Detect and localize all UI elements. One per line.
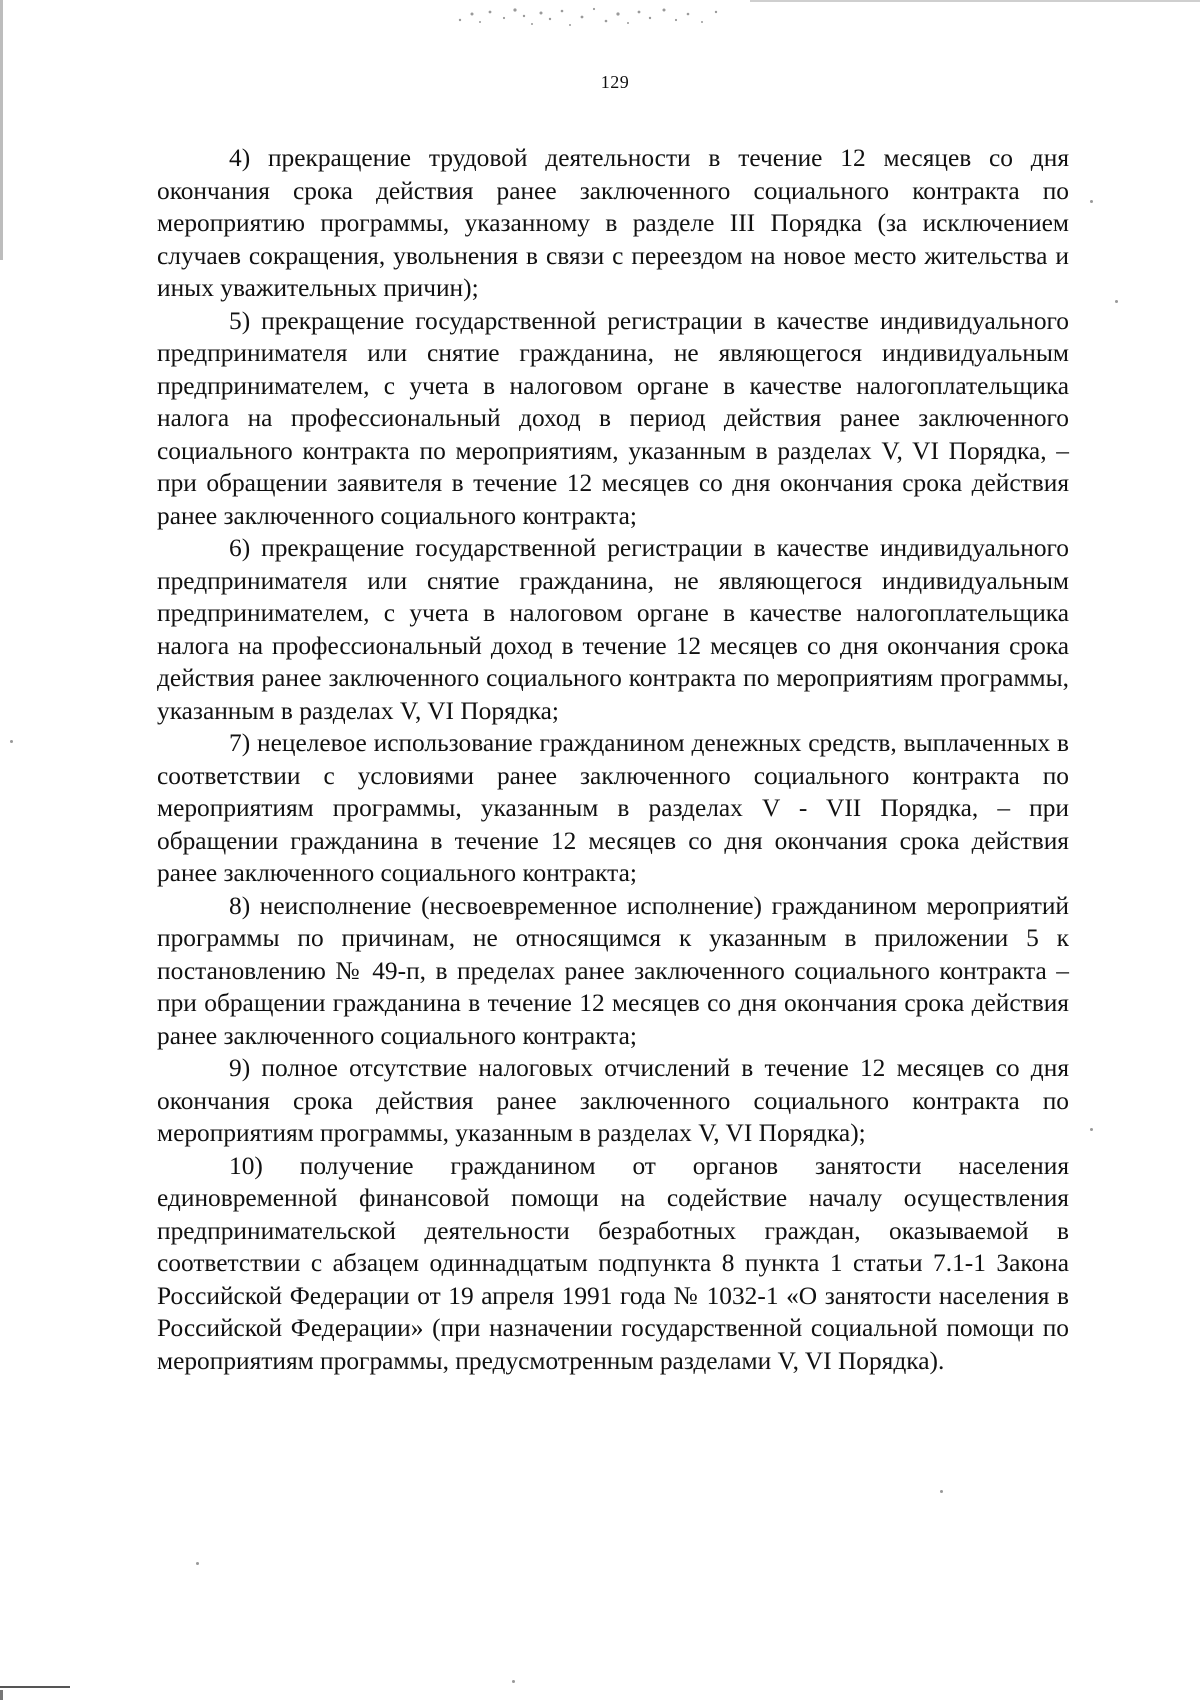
scan-noise xyxy=(420,0,750,36)
paragraph-item-5: 5) прекращение государственной регистрации в качестве индивидуального предпринимателя или снятие гражданина, не являющегося индивидуальным предпринимателем, с учета в налоговом органе в качестве налогоплательщика налога на профессиональный доход в период действия ранее заключенного социального контракта по мероприятиям, указанным в разделах V, VI Порядка, – при обращении заявителя в течение 12 месяцев со дня окончания срока действия ранее заключенного социального контракта; xyxy=(157,306,1069,530)
scan-speck xyxy=(10,740,13,743)
scan-speck xyxy=(1090,1128,1093,1131)
paragraph-item-7: 7) нецелевое использование гражданином денежных средств, выплаченных в соответствии с условиями ранее заключенного социального контракта по мероприятиям программы, указанным в разделах V - VII Порядка, – при обращении гражданина в течение 12 месяцев со дня окончания срока действия ранее заключенного социального контракта; xyxy=(157,729,1069,887)
page-number: 129 xyxy=(600,72,630,92)
paragraph-item-8: 8) неисполнение (несвоевременное исполнение) гражданином мероприятий программы по причинам, не относящимся к указанным в приложении 5 к постановлению № 49-п, в пределах ранее заключенного социального контракта – при обращении гражданина в течение 12 месяцев со дня окончания срока действия ранее заключенного социального контракта; xyxy=(157,891,1069,1050)
scan-left-edge xyxy=(0,0,3,1700)
scan-speck xyxy=(196,1562,199,1565)
scan-bottom-edge xyxy=(0,1686,70,1688)
paragraph-item-4: 4) прекращение трудовой деятельности в течение 12 месяцев со дня окончания срока действия ранее заключенного социального контракта по мероприятию программы, указанному в разделе III Порядка (за исключением случаев сокращения, увольнения в связи с переездом на новое место жительства и иных уважительных причин); xyxy=(157,144,1069,302)
scan-speck xyxy=(940,1490,943,1493)
paragraph-item-10: 10) получение гражданином от органов занятости населения единовременной финансовой помощи на содействие началу осуществления предпринимательской деятельности безработных граждан, оказываемой в соответствии с абзацем одиннадцатым подпункта 8 пункта 1 статьи 7.1-1 Закона Российской Федерации от 19 апреля 1991 года № 1032-1 «О занятости населения в Российской Федерации» (при назначении государственной социальной помощи по мероприятиям программы, предусмотренным разделами V, VI Порядка). xyxy=(157,1151,1069,1375)
scan-top-rule xyxy=(750,0,1200,2)
scan-speck xyxy=(512,1680,515,1683)
paragraph-item-9: 9) полное отсутствие налоговых отчислений в течение 12 месяцев со дня окончания срока действия ранее заключенного социального контракта по мероприятиям программы, указанным в разделах V, VI Порядка); xyxy=(157,1054,1069,1147)
scan-speck xyxy=(1090,200,1093,203)
document-body xyxy=(157,142,1069,1377)
scan-speck xyxy=(1115,300,1118,303)
paragraph-item-6: 6) прекращение государственной регистрации в качестве индивидуального предпринимателя или снятие гражданина, не являющегося индивидуальным предпринимателем, с учета в налоговом органе в качестве налогоплательщика налога на профессиональный доход в течение 12 месяцев со дня окончания срока действия ранее заключенного социального контракта по мероприятиям программы, указанным в разделах V, VI Порядка; xyxy=(157,534,1069,725)
